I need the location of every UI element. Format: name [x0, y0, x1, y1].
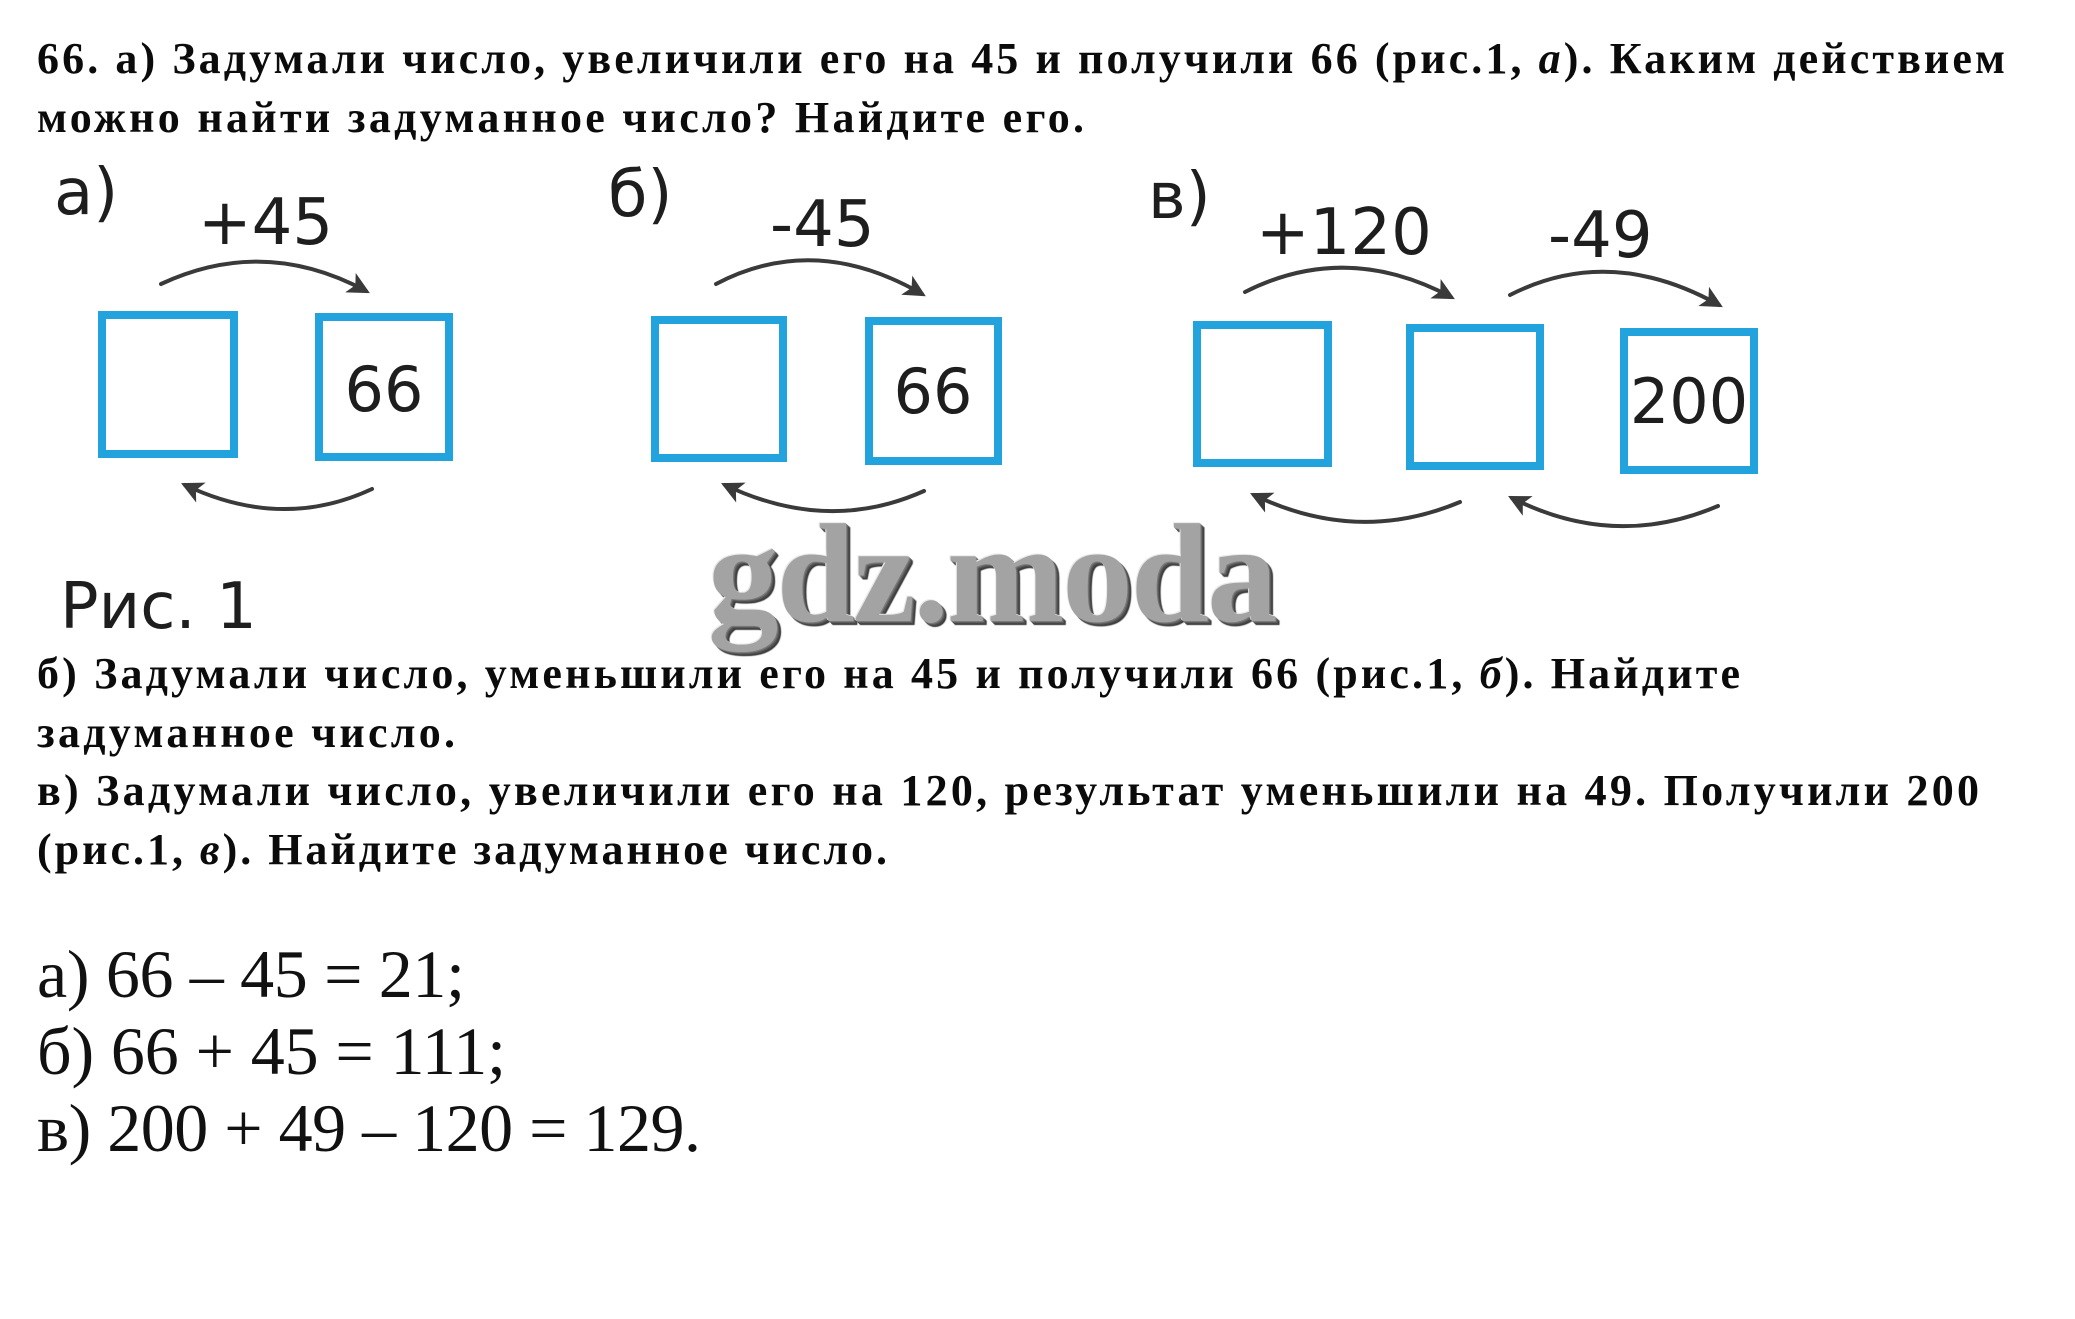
figure-panel-c [1148, 160, 1754, 526]
reverse-arrow [185, 485, 372, 509]
unknown-number-box [1197, 325, 1328, 463]
solution [37, 936, 701, 1166]
figure-1 [54, 156, 1754, 652]
reverse-arrow [1512, 498, 1718, 526]
problem-c-line-2-tail: ). Найдите задуманное число. [222, 825, 887, 874]
reverse-arrow [1254, 495, 1460, 522]
forward-arrow [1245, 268, 1451, 297]
forward-arrow [1510, 272, 1719, 305]
problem-a-line-1-text: 66. а) Задумали число, увеличили его на 45 и получили 66 (рис.1, [37, 34, 1536, 83]
problem-b-line-2: задуманное число. [37, 708, 455, 757]
figure-panel-a [54, 156, 449, 509]
reverse-arrow [725, 485, 924, 511]
figure-ref-b: б [1479, 649, 1502, 698]
problem-part-a [37, 34, 2005, 142]
figure-ref-c: в [199, 825, 220, 874]
operation-label: +120 [1256, 196, 1432, 270]
problem-b-line-1-tail: ). Найдите [1504, 649, 1740, 698]
panel-label: б) [608, 158, 673, 232]
operation-label: -49 [1548, 199, 1653, 273]
problem-b-line-1 [37, 649, 1740, 698]
problem-c-line-1: в) Задумали число, увеличили его на 120, результат уменьшили на 49. Получили 200 [37, 766, 1979, 815]
watermark: gdz.moda [708, 496, 1276, 652]
unknown-number-box [655, 320, 783, 458]
forward-arrow [161, 262, 366, 291]
operation-label: -45 [770, 188, 875, 262]
problem-a-line-2: можно найти задуманное число? Найдите его. [37, 93, 1084, 142]
problem-a-line-1 [37, 34, 2005, 83]
problem-part-b [37, 649, 1740, 757]
panel-label: в) [1148, 160, 1211, 234]
problem-a-line-1-tail: ). Каким действием [1563, 34, 2006, 83]
problem-c-line-2-text: (рис.1, [37, 825, 197, 874]
figure-caption: Рис. 1 [60, 570, 257, 644]
figure-panel-b [608, 158, 998, 511]
result-box-value: 200 [1629, 365, 1749, 438]
forward-arrow [716, 260, 922, 294]
figure-ref-a: а [1538, 34, 1561, 83]
problem-c-line-2 [37, 825, 887, 874]
panel-label: а) [54, 156, 119, 230]
unknown-number-box [1410, 328, 1540, 466]
answer-b: б) 66 + 45 = 111; [37, 1013, 506, 1089]
problem-b-line-1-text: б) Задумали число, уменьшили его на 45 и получили 66 (рис.1, [37, 649, 1477, 698]
result-box-value: 66 [893, 355, 973, 428]
problem-part-c [37, 766, 1979, 874]
unknown-number-box [102, 315, 234, 454]
operation-label: +45 [198, 186, 334, 260]
answer-a: а) 66 – 45 = 21; [37, 936, 465, 1012]
result-box-value: 66 [344, 353, 424, 426]
answer-c: в) 200 + 49 – 120 = 129. [37, 1090, 701, 1166]
